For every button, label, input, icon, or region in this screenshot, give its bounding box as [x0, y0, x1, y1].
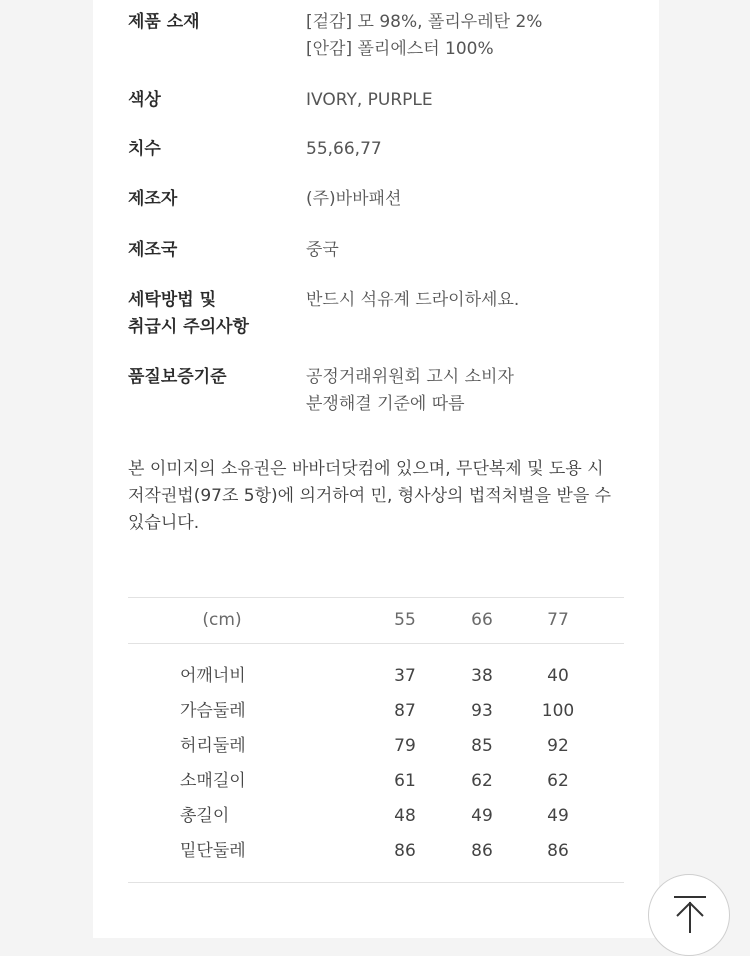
- spec-label-country: 제조국: [128, 240, 178, 260]
- copyright-notice-line: 본 이미지의 소유권은 바바더닷컴에 있으며, 무단복제 및 도용 시: [128, 459, 604, 479]
- table-header-rule: [128, 643, 624, 644]
- measure-value: 62: [471, 771, 493, 791]
- copyright-notice-line: 저작권법(97조 5항)에 의거하여 민, 형사상의 법적처벌을 받을 수: [128, 486, 612, 506]
- scroll-to-top-button[interactable]: [648, 874, 730, 956]
- measure-value: 93: [471, 701, 493, 721]
- arrow-up-to-top-icon: [671, 895, 709, 935]
- spec-value-wash: 반드시 석유계 드라이하세요.: [306, 290, 520, 310]
- copyright-notice-line: 있습니다.: [128, 513, 200, 533]
- spec-label-warranty: 품질보증기준: [128, 367, 227, 387]
- measure-value: 100: [541, 701, 575, 721]
- copyright-notice: [128, 456, 628, 537]
- spec-label-wash-2: 취급시 주의사항: [128, 317, 249, 337]
- measure-label: 어깨너비: [180, 666, 246, 686]
- measure-value: 79: [394, 736, 416, 756]
- measure-value: 38: [471, 666, 493, 686]
- size-column-header: 66: [471, 610, 493, 630]
- measure-value: 86: [394, 841, 416, 861]
- measure-value: 85: [471, 736, 493, 756]
- measure-value: 61: [394, 771, 416, 791]
- measure-value: 49: [547, 806, 569, 826]
- size-column-header: 55: [394, 610, 416, 630]
- spec-label-size: 치수: [128, 139, 161, 159]
- measure-label: 가슴둘레: [180, 701, 246, 721]
- measure-value: 62: [547, 771, 569, 791]
- spec-value-warranty-2: 분쟁해결 기준에 따름: [306, 394, 465, 414]
- measure-value: 40: [547, 666, 569, 686]
- spec-value-maker: (주)바바패션: [306, 189, 402, 209]
- table-bottom-rule: [128, 882, 624, 883]
- measure-label: 밑단둘레: [180, 841, 246, 861]
- measure-value: 48: [394, 806, 416, 826]
- spec-label-material: 제품 소재: [128, 12, 200, 32]
- measure-value: 92: [547, 736, 569, 756]
- measure-value: 86: [547, 841, 569, 861]
- measure-value: 87: [394, 701, 416, 721]
- spec-value-color: IVORY, PURPLE: [306, 90, 433, 110]
- spec-label-wash-1: 세탁방법 및: [128, 290, 217, 310]
- measure-label: 총길이: [180, 806, 230, 826]
- measure-value: 37: [394, 666, 416, 686]
- spec-value-material-outer: [겉감] 모 98%, 폴리우레탄 2%: [306, 12, 543, 32]
- spec-value-warranty-1: 공정거래위원회 고시 소비자: [306, 367, 514, 387]
- spec-value-country: 중국: [306, 240, 339, 260]
- spec-label-maker: 제조자: [128, 189, 178, 209]
- size-unit-header: (cm): [202, 610, 242, 630]
- measure-label: 소매길이: [180, 771, 246, 791]
- measure-value: 49: [471, 806, 493, 826]
- table-top-rule: [128, 597, 624, 598]
- spec-value-material-lining: [안감] 폴리에스터 100%: [306, 39, 494, 59]
- spec-label-color: 색상: [128, 90, 161, 110]
- measure-value: 86: [471, 841, 493, 861]
- measure-label: 허리둘레: [180, 736, 246, 756]
- spec-value-size: 55,66,77: [306, 139, 382, 159]
- size-column-header: 77: [547, 610, 569, 630]
